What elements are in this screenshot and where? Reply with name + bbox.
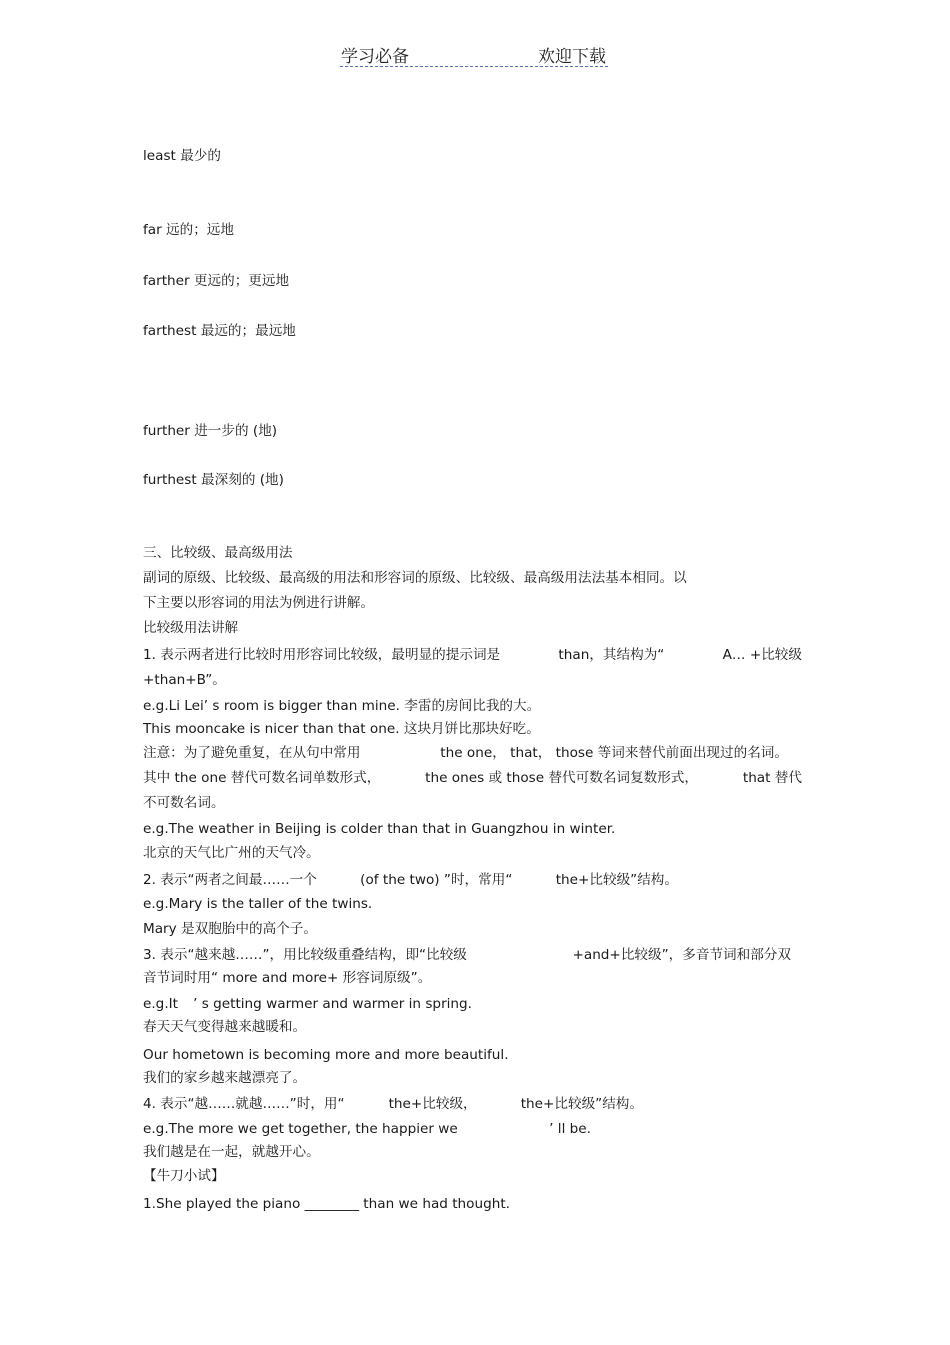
point-1-text: 1. 表示两者进行比较时用形容词比较级，最明显的提示词是 [143,647,501,663]
example-7-translation: 我们越是在一起，就越开心。 [143,1144,320,1160]
vocab-far: far 远的；远地 [143,222,234,238]
practice-title: 【牛刀小试】 [143,1168,225,1184]
page-header [340,40,608,67]
point-2-text: 2. 表示“两者之间最……一个 [143,872,317,888]
note-1-text: 注意：为了避免重复，在从句中常用 [143,745,361,761]
point-2-structure: the+比较级”结构。 [555,872,678,888]
note-line-3: 不可数名词。 [143,795,225,811]
example-6-translation: 我们的家乡越来越漂亮了。 [143,1070,307,1086]
vocab-further: further 进一步的 (地) [143,423,278,439]
header-right-text: 欢迎下载 [538,47,606,67]
point-1-line [143,646,802,664]
point-3-structure: +and+比较级”，多音节词和部分双 [572,947,791,963]
point-2-line [143,871,678,889]
vocab-farthest: farthest 最远的；最远地 [143,323,296,339]
practice-question-1: 1.She played the piano ________ than we had thought. [143,1196,510,1212]
example-7 [143,1120,591,1138]
note-1-words: the one， that， those 等词来替代前面出现过的名词。 [440,745,788,761]
note-2-uncountable: that 替代 [742,770,802,786]
point-4-structure-b: the+比较级”结构。 [520,1096,643,1112]
header-left-text: 学习必备 [341,47,409,67]
example-1: e.g.Li Lei’ s room is bigger than mine. 李雷的房间比我的大。 [143,698,541,714]
example-4-translation: Mary 是双胞胎中的高个子。 [143,921,317,937]
point-1-structure: A… +比较级 [722,647,802,663]
point-4-text: 4. 表示“越……就越……”时，用“ [143,1096,345,1112]
point-1-than: than，其结构为“ [558,647,665,663]
section-title: 三、比较级、最高级用法 [143,545,293,561]
vocab-furthest: furthest 最深刻的 (地) [143,472,284,488]
vocab-least: least 最少的 [143,148,221,164]
example-5-translation: 春天天气变得越来越暖和。 [143,1019,307,1035]
point-3-text: 3. 表示“越来越……”，用比较级重叠结构，即“比较级 [143,947,467,963]
example-3: e.g.The weather in Beijing is colder than that in Guangzhou in winter. [143,821,616,837]
point-4-line [143,1095,643,1113]
note-line-2 [143,769,802,787]
vocab-farther: farther 更远的；更远地 [143,273,290,289]
example-3-translation: 北京的天气比广州的天气冷。 [143,845,320,861]
note-2-singular: 其中 the one 替代可数名词单数形式， [143,770,381,786]
subsection-title: 比较级用法讲解 [143,620,239,636]
example-5-end: ’ s getting warmer and warmer in spring. [193,996,472,1012]
example-5 [143,995,472,1013]
point-3-line [143,946,791,964]
point-3-line-2: 音节词时用“ more and more+ 形容词原级”。 [143,970,432,986]
example-5-start: e.g.It [143,996,178,1012]
note-line-1 [143,744,788,762]
note-2-plural: the ones 或 those 替代可数名词复数形式， [425,770,698,786]
point-2-of-the-two: (of the two) ”时，常用“ [360,872,513,888]
example-2: This mooncake is nicer than that one. 这块月饼比那块好吃。 [143,721,540,737]
point-4-structure-a: the+比较级， [388,1096,477,1112]
intro-line-2: 下主要以形容词的用法为例进行讲解。 [143,595,375,611]
point-1-structure-end: +than+B”。 [143,672,226,688]
example-7-start: e.g.The more we get together, the happier we [143,1121,458,1137]
example-6: Our hometown is becoming more and more beautiful. [143,1047,509,1063]
example-4: e.g.Mary is the taller of the twins. [143,896,373,912]
intro-line-1: 副词的原级、比较级、最高级的用法和形容词的原级、比较级、最高级用法法基本相同。以 [143,570,687,586]
example-7-end: ’ ll be. [549,1121,591,1137]
